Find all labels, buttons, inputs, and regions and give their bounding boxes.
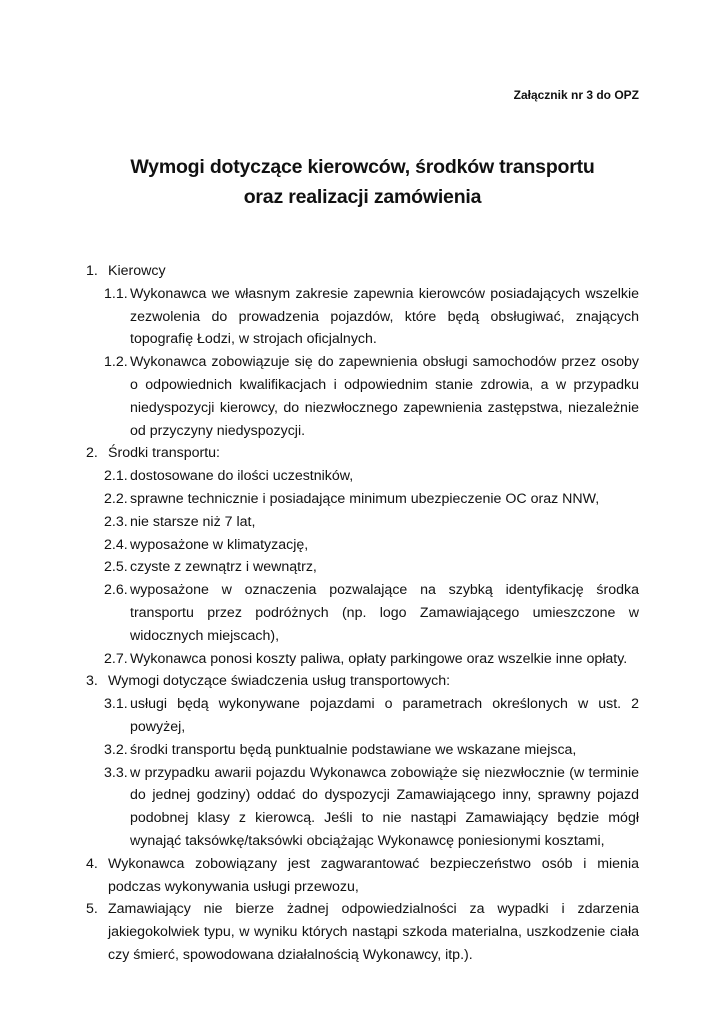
document-title xyxy=(0,152,725,212)
section-text: Zamawiający nie bierze żadnej odpowiedzialności za wypadki i zdarzenia jakiegokolwiek typu, w wyniku których nastąpi szkoda materialna, uszkodzenie ciała czy śmierć, spowodowana działalnością Wykonawcy, itp.). xyxy=(108,901,639,963)
item-number: 2.6. xyxy=(104,582,128,599)
item-text: usługi będą wykonywane pojazdami o parametrach określonych w ust. 2 powyżej, xyxy=(130,696,639,735)
section-3-service-requirements xyxy=(86,670,639,693)
item-number: 2.4. xyxy=(104,536,128,553)
list-item xyxy=(86,488,639,511)
item-text: wyposażone w klimatyzację, xyxy=(130,536,309,553)
title-line-1: Wymogi dotyczące kierowców, środków transportu xyxy=(130,156,595,178)
list-item xyxy=(86,351,639,442)
item-text: Wykonawca we własnym zakresie zapewnia kierowców posiadających wszelkie zezwolenia do prowadzenia pojazdów, które będą obsługiwać, znających topografię Łodzi, w strojach oficjalnych. xyxy=(130,285,639,348)
item-text: sprawne technicznie i posiadające minimum ubezpieczenie OC oraz NNW, xyxy=(130,490,600,507)
list-item xyxy=(86,511,639,534)
item-number: 2.7. xyxy=(104,650,128,667)
item-number: 1.1. xyxy=(104,285,128,302)
section-number: 3. xyxy=(86,673,98,690)
item-text: czyste z zewnątrz i wewnątrz, xyxy=(130,559,317,576)
item-number: 2.1. xyxy=(104,468,128,485)
list-item xyxy=(86,465,639,488)
section-heading: Kierowcy xyxy=(108,263,166,279)
item-text: Wykonawca zobowiązuje się do zapewnienia obsługi samochodów przez osoby o odpowiednich kwalifikacjach i odpowiednim stanie zdrowia, a w przypadku niedyspozycji kierowcy, do niezwłocznego zapewnienia zastępstwa, niezależnie od przyczyny niedyspozycji. xyxy=(130,354,639,439)
section-heading: Wymogi dotyczące świadczenia usług transportowych: xyxy=(108,673,451,690)
section-1-drivers xyxy=(86,260,639,283)
section-number: 5. xyxy=(86,901,98,918)
section-number: 2. xyxy=(86,445,98,462)
section-heading: Środki transportu: xyxy=(108,445,220,462)
list-item xyxy=(86,534,639,557)
list-item xyxy=(86,693,639,739)
section-2-vehicles xyxy=(86,442,639,465)
list-item xyxy=(86,739,639,762)
title-line-2: oraz realizacji zamówienia xyxy=(243,186,482,208)
item-text: środki transportu będą punktualnie podstawiane we wskazane miejsca, xyxy=(130,741,577,758)
requirements-list xyxy=(86,260,639,967)
section-number: 4. xyxy=(86,855,98,872)
item-text: wyposażone w oznaczenia pozwalające na szybką identyfikację środka transportu przez podróżnych (np. logo Zamawiającego umieszczone w widocznych miejscach), xyxy=(130,582,639,644)
section-text: Wykonawca zobowiązany jest zagwarantować bezpieczeństwo osób i mienia podczas wykonywania usługi przewozu, xyxy=(108,855,639,895)
list-item xyxy=(86,579,639,647)
item-number: 2.5. xyxy=(104,559,128,576)
item-number: 2.2. xyxy=(104,490,128,507)
list-item xyxy=(86,556,639,579)
section-5-liability xyxy=(86,898,639,966)
item-number: 2.3. xyxy=(104,513,128,530)
item-number: 3.2. xyxy=(104,741,128,758)
attachment-label: Załącznik nr 3 do OPZ xyxy=(513,88,639,102)
item-number: 3.1. xyxy=(104,696,128,713)
list-item xyxy=(86,283,639,351)
item-number: 1.2. xyxy=(104,354,128,371)
item-text: w przypadku awarii pojazdu Wykonawca zobowiąże się niezwłocznie (w terminie do jednej godziny) oddać do dyspozycji Zamawiającego inny, sprawny pojazd podobnej klasy z kierowcą. Jeśli to nie nastąpi Zamawiający będzie mógł wynająć taksówkę/taksówki obciążając Wykonawcę poniesionymi kosztami, xyxy=(130,764,639,849)
item-text: nie starsze niż 7 lat, xyxy=(130,513,256,530)
list-item xyxy=(86,762,639,853)
item-number: 3.3. xyxy=(104,764,128,781)
item-text: dostosowane do ilości uczestników, xyxy=(130,468,354,485)
list-item xyxy=(86,648,639,671)
item-text: Wykonawca ponosi koszty paliwa, opłaty parkingowe oraz wszelkie inne opłaty. xyxy=(130,650,628,667)
section-number: 1. xyxy=(86,263,98,279)
section-4-safety xyxy=(86,853,639,899)
